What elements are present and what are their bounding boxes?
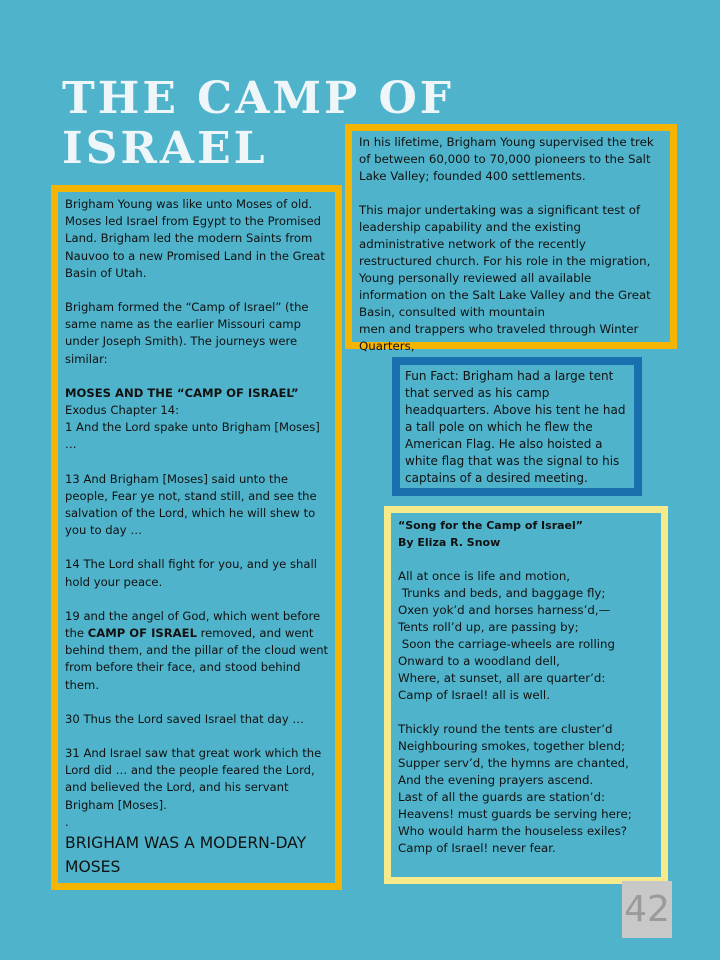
song-line: Camp of Israel! all is well. [398,688,550,702]
verse-14: 14 The Lord shall fight for you, and ye shall hold your peace. [65,557,317,589]
song-stanza-2 [398,721,653,857]
camp-paragraph: Brigham formed the “Camp of Israel” (the same name as the earlier Missouri camp under Joseph Smith). The journeys were similar: [65,300,309,366]
verse-30: 30 Thus the Lord saved Israel that day … [65,711,304,726]
song-line: All at once is life and motion, [398,569,571,583]
title-line-2: ISRAEL [62,123,268,174]
moses-comparison-panel [51,185,342,890]
fun-fact-text: Fun Fact: Brigham had a large tent that served as his camp headquarters. Above his tent he had a tall pole on which he flew the American Flag. He also hoisted a white flag that was the signal to his captains of a desired meeting. [405,369,626,485]
summary-paragraph-3: men and trappers who traveled through Winter Quarters, [359,322,639,353]
verse-19-start: 19 and the angel of God, which went before the [65,608,321,641]
song-panel [384,506,668,884]
verse-19-emphasis: CAMP OF ISRAEL [87,626,197,641]
separator-dot: . [65,814,69,829]
verse-19-end: removed, and went behind them, and the pillar of the cloud went from before their face, and stood behind them. [65,626,329,692]
song-line: Thickly round the tents are cluster’d [398,722,613,736]
exodus-reference: Exodus Chapter 14: [65,403,180,418]
song-line: Heavens! must guards be serving here; [398,807,632,821]
verse-31: 31 And Israel saw that great work which the Lord did … and the people feared the Lord, and believed the Lord, and his servant Brigham [Moses]. [65,746,322,812]
song-line: Onward to a woodland dell, [398,654,560,668]
song-line: Soon the carriage-wheels are rolling [398,637,615,651]
song-line: Tents roll’d up, are passing by; [398,620,579,634]
intro-paragraph: Brigham Young was like unto Moses of old. Moses led Israel from Egypt to the Promised Land. Brigham led the modern Saints from Nauvoo to a new Promised Land in the Great Basin of Utah. [65,197,325,280]
closing-statement: BRIGHAM WAS A MODERN-DAY MOSES [65,834,307,877]
verse-19 [65,608,329,694]
exodus-block [65,385,329,454]
summary-paragraph-1: In his lifetime, Brigham Young supervised the trek of between 60,000 to 70,000 pioneers to the Salt Lake Valley; founded 400 settlements. [359,135,654,183]
verse-1: 1 And the Lord spake unto Brigham [Moses] … [65,420,320,452]
verse-13: 13 And Brigham [Moses] said unto the people, Fear ye not, stand still, and see the salvation of the Lord, which he will shew to you to day … [65,471,317,538]
moses-heading: MOSES AND THE “CAMP OF ISRAEL” [65,385,299,400]
song-line: Oxen yok’d and horses harness’d,— [398,603,611,617]
song-author: By Eliza R. Snow [398,536,501,549]
song-line: And the evening prayers ascend. [398,773,594,787]
song-line: Camp of Israel! never fear. [398,841,556,855]
title-line-1: THE CAMP OF [62,73,455,124]
song-line: Where, at sunset, all are quarter’d: [398,671,606,685]
song-line: Neighbouring smokes, together blend; [398,739,626,753]
song-title: “Song for the Camp of Israel” [398,519,584,532]
migration-summary-panel [345,124,677,353]
song-line: Last of all the guards are station’d: [398,790,605,804]
fun-fact-panel [392,357,642,496]
page-number: 42 [622,881,672,938]
summary-paragraph-2: This major undertaking was a significant test of leadership capability and the existing administrative network of the recently restructured church. For his role in the migration, Young personally reviewed all available information on the Salt Lake Valley and the Great Basin, consulted with mountain [359,203,651,319]
song-stanza-1 [398,568,653,704]
song-line: Who would harm the houseless exiles? [398,824,628,838]
song-line: Supper serv’d, the hymns are chanted, [398,756,629,770]
song-line: Trunks and beds, and baggage fly; [398,586,606,600]
